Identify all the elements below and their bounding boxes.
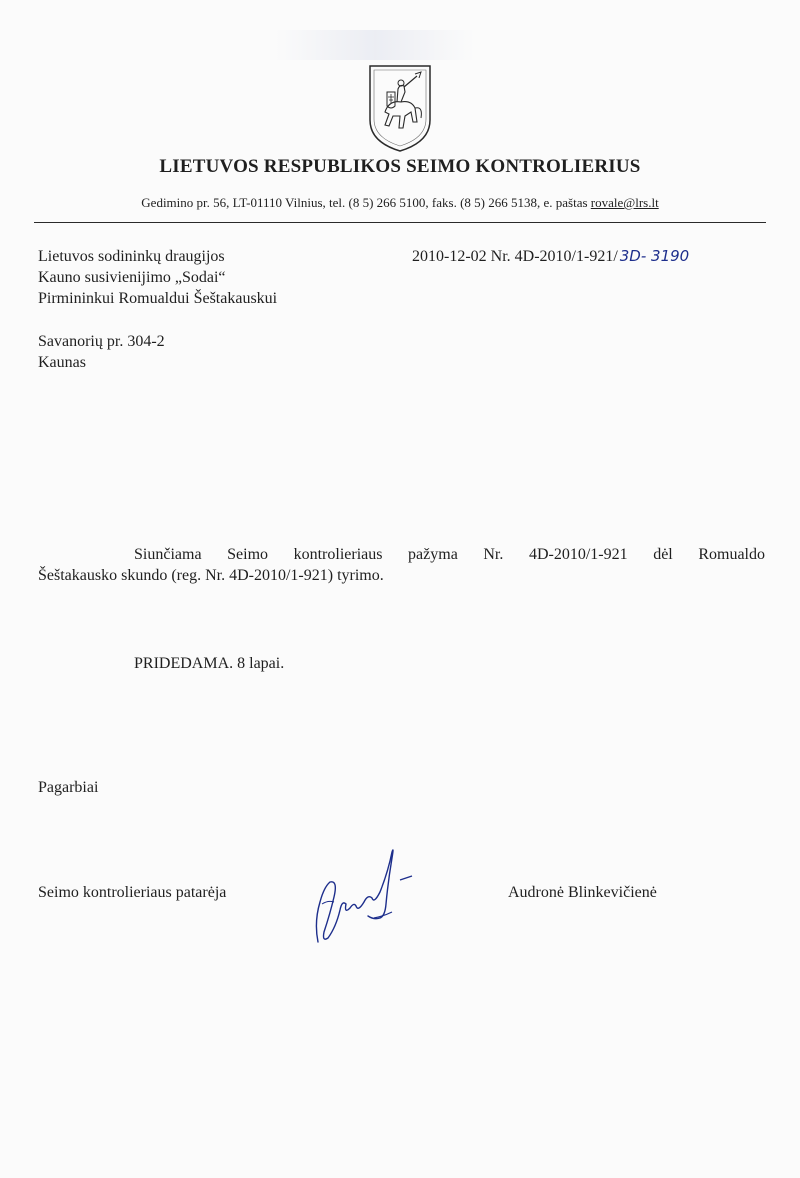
coat-of-arms-icon [367,62,433,154]
closing-salutation: Pagarbiai [38,779,99,796]
recipient-city: Kaunas [38,354,86,371]
handwritten-signature [308,842,418,952]
reference-printed: 2010-12-02 Nr. 4D-2010/1-921/ [412,248,618,265]
scan-artifact [275,30,475,60]
recipient-street: Savanorių pr. 304-2 [38,333,165,350]
recipient-address [38,331,165,373]
organization-address [0,195,800,211]
recipient-line-1: Lietuvos sodininkų draugijos [38,248,225,265]
reference-number [412,246,689,267]
attachment-note: PRIDEDAMA. 8 lapai. [134,655,285,672]
organization-title: LIETUVOS RESPUBLIKOS SEIMO KONTROLIERIUS [159,156,641,177]
recipient-line-3: Pirmininkui Romualdui Šeštakauskui [38,290,278,307]
reference-handwritten: 3D- 3190 [619,247,690,265]
header-divider [34,222,766,223]
signer-name: Audronė Blinkevičienė [508,884,657,901]
signer-role: Seimo kontrolieriaus patarėja [38,884,227,901]
body-paragraph [38,544,765,586]
recipient-block [38,246,277,309]
recipient-line-2: Kauno susivienijimo „Sodai“ [38,269,226,286]
address-text: Gedimino pr. 56, LT-01110 Vilnius, tel. (8 5) 266 5100, faks. (8 5) 266 5138, e. paštas [141,195,591,210]
body-line-1: Siunčiama Seimo kontrolieriaus pažyma Nr. 4D-2010/1-921 dėl Romualdo [134,546,765,563]
body-line-2: Šeštakausko skundo (reg. Nr. 4D-2010/1-921) tyrimo. [38,567,384,584]
email-link[interactable]: rovale@lrs.lt [590,195,659,210]
